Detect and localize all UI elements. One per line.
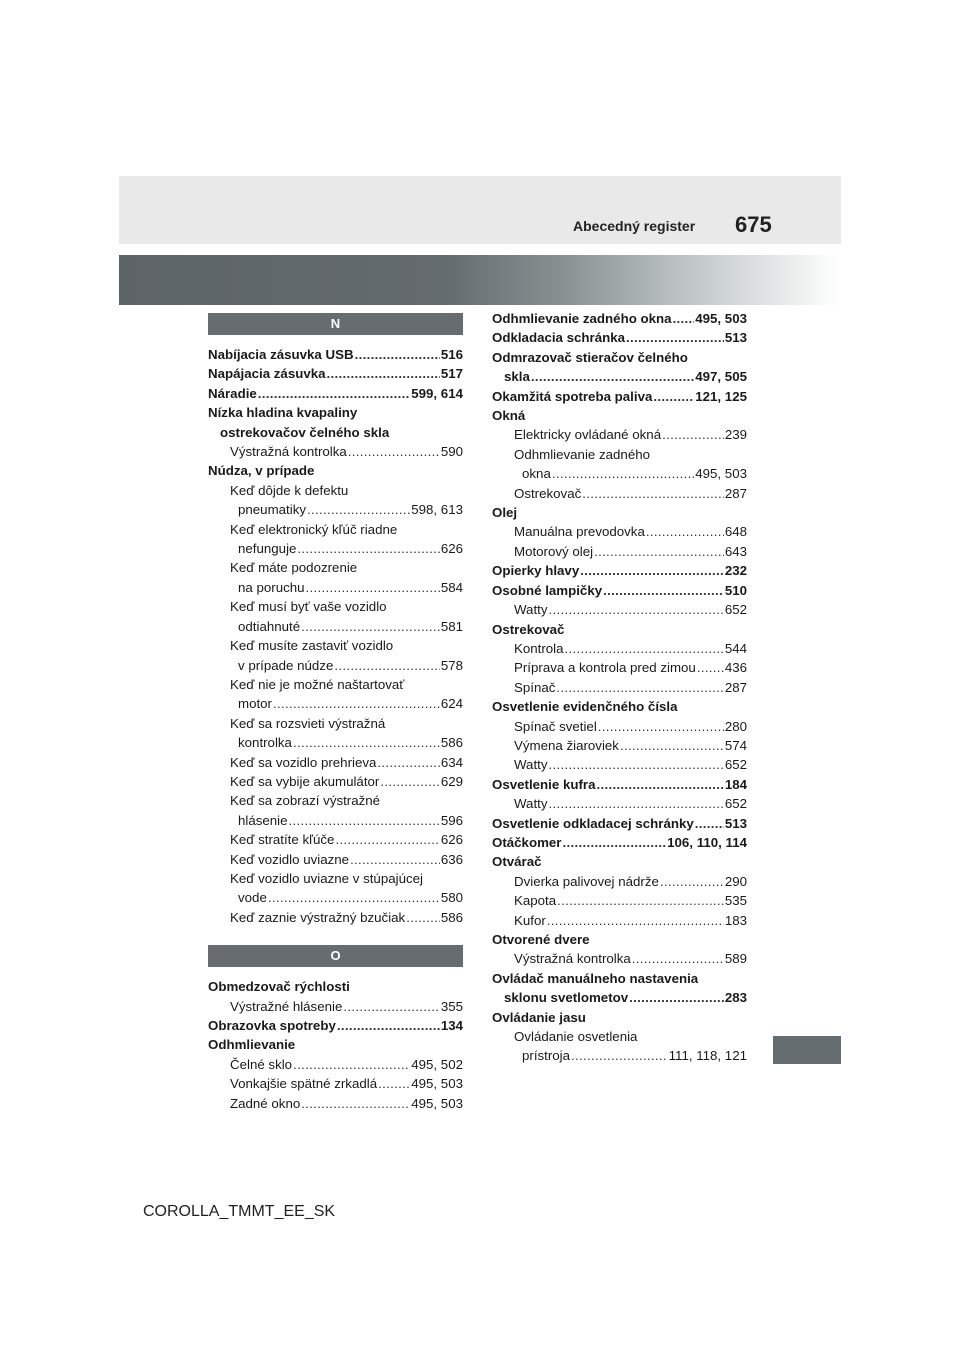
index-heading: Odmrazovač stieračov čelného xyxy=(492,349,688,365)
index-subentry-cont: kontrolka ..... 586 xyxy=(208,733,463,752)
index-subentry: Ovládanie osvetlenia xyxy=(514,1029,638,1045)
index-entry-cont: sklonu svetlometov ..... 283 xyxy=(492,988,747,1007)
index-subentry-cont: v prípade núdze ..... 578 xyxy=(208,656,463,675)
index-heading: Nízka hladina kvapaliny xyxy=(208,405,358,421)
index-subentry: Vonkajšie spätné zrkadlá ..... 495, 503 xyxy=(208,1074,463,1093)
index-subentry: Motorový olej ..... 643 xyxy=(492,542,747,561)
index-entry: Odkladacia schránka ..... 513 xyxy=(492,328,747,347)
index-subentry-cont: hlásenie ..... 596 xyxy=(208,811,463,830)
index-subentry: Keď máte podozrenie xyxy=(230,560,358,576)
index-heading: Ovládač manuálneho nastavenia xyxy=(492,970,699,986)
index-subentry: Keď sa vybije akumulátor ..... 629 xyxy=(208,772,463,791)
index-entry: Opierky hlavy ..... 232 xyxy=(492,561,747,580)
index-entry: Osvetlenie kufra ..... 184 xyxy=(492,775,747,794)
index-subentry-cont: nefunguje ..... 626 xyxy=(208,539,463,558)
index-subentry: Manuálna prevodovka ..... 648 xyxy=(492,522,747,541)
index-subentry: Zadné okno ..... 495, 503 xyxy=(208,1094,463,1113)
index-subentry: Keď stratíte kľúče ..... 626 xyxy=(208,830,463,849)
index-subentry: Keď sa rozsvieti výstražná xyxy=(230,715,386,731)
index-subentry: Keď musíte zastaviť vozidlo xyxy=(230,638,394,654)
index-subentry: Keď musí byť vaše vozidlo xyxy=(230,599,387,615)
letter-heading-n: N xyxy=(208,313,463,335)
index-subentry: Keď elektronický kľúč riadne xyxy=(230,521,398,537)
index-subentry: Kapota ..... 535 xyxy=(492,891,747,910)
index-entry: Náradie ..... 599, 614 xyxy=(208,384,463,403)
document-code: COROLLA_TMMT_EE_SK xyxy=(143,1203,336,1220)
index-subentry: Keď dôjde k defektu xyxy=(230,482,349,498)
index-column-right xyxy=(492,309,747,1066)
index-entry: Osvetlenie odkladacej schránky ..... 513 xyxy=(492,814,747,833)
index-subentry: Kufor ..... 183 xyxy=(492,911,747,930)
index-subentry: Spínač ..... 287 xyxy=(492,678,747,697)
index-subentry: Výstražná kontrolka ..... 590 xyxy=(208,442,463,461)
index-subentry: Keď vozidlo uviazne v stúpajúcej xyxy=(230,870,423,886)
index-column-left xyxy=(208,313,463,1113)
index-subentry: Keď vozidlo uviazne ..... 636 xyxy=(208,850,463,869)
index-entry: Obrazovka spotreby ..... 134 xyxy=(208,1016,463,1035)
letter-heading-o: O xyxy=(208,945,463,967)
index-subentry-cont: na poruchu ..... 584 xyxy=(208,578,463,597)
index-subentry-cont: okna ..... 495, 503 xyxy=(492,464,747,483)
index-entry: Okamžitá spotreba paliva ..... 121, 125 xyxy=(492,387,747,406)
index-heading: Obmedzovač rýchlosti xyxy=(208,979,350,995)
index-heading: Odhmlievanie xyxy=(208,1037,296,1053)
index-subentry-cont: motor ..... 624 xyxy=(208,694,463,713)
index-entry: Odhmlievanie zadného okna ..... 495, 503 xyxy=(492,309,747,328)
section-label: Abecedný register xyxy=(573,218,696,234)
index-subentry: Keď nie je možné naštartovať xyxy=(230,676,405,692)
index-heading: Olej xyxy=(492,505,518,521)
index-subentry: Výstražné hlásenie ..... 355 xyxy=(208,997,463,1016)
index-heading: Ostrekovač xyxy=(492,621,565,637)
index-subentry: Dvierka palivovej nádrže ..... 290 xyxy=(492,872,747,891)
index-heading: Núdza, v prípade xyxy=(208,463,315,479)
index-subentry: Keď sa vozidlo prehrieva ..... 634 xyxy=(208,753,463,772)
index-entry: Napájacia zásuvka ..... 517 xyxy=(208,364,463,383)
index-subentry: Elektricky ovládané okná ..... 239 xyxy=(492,425,747,444)
index-subentry: Príprava a kontrola pred zimou ..... 436 xyxy=(492,658,747,677)
index-subentry: Watty ..... 652 xyxy=(492,794,747,813)
index-heading: Otvorené dvere xyxy=(492,932,590,947)
index-heading: Okná xyxy=(492,408,526,424)
index-entry-cont: skla ..... 497, 505 xyxy=(492,367,747,386)
index-subentry-cont: prístroja ..... 111, 118, 121 xyxy=(492,1046,747,1065)
header-band xyxy=(119,176,841,244)
thumb-tab-marker xyxy=(773,1036,841,1064)
index-subentry-cont: pneumatiky ..... 598, 613 xyxy=(208,500,463,519)
header-gradient-bar xyxy=(119,255,841,305)
index-entry: Osobné lampičky ..... 510 xyxy=(492,581,747,600)
index-heading-cont: ostrekovačov čelného skla xyxy=(220,424,390,440)
index-heading: Otvárač xyxy=(492,854,542,870)
index-subentry: Keď sa zobrazí výstražné xyxy=(230,793,381,809)
index-subentry: Ostrekovač ..... 287 xyxy=(492,484,747,503)
index-subentry: Watty ..... 652 xyxy=(492,755,747,774)
index-subentry: Keď zaznie výstražný bzučiak ..... 586 xyxy=(208,908,463,927)
index-subentry-cont: vode ..... 580 xyxy=(208,888,463,907)
index-subentry: Odhmlievanie zadného xyxy=(514,446,651,462)
index-subentry: Kontrola ..... 544 xyxy=(492,639,747,658)
index-entry: Nabíjacia zásuvka USB ..... 516 xyxy=(208,345,463,364)
index-heading: Osvetlenie evidenčného čísla xyxy=(492,699,678,715)
index-subentry-cont: odtiahnuté ..... 581 xyxy=(208,617,463,636)
index-subentry: Výmena žiaroviek ..... 574 xyxy=(492,736,747,755)
index-entry: Otáčkomer ..... 106, 110, 114 xyxy=(492,833,747,852)
index-subentry: Watty ..... 652 xyxy=(492,600,747,619)
index-subentry: Výstražná kontrolka ..... 589 xyxy=(492,949,747,968)
page-number: 675 xyxy=(735,212,772,237)
index-subentry: Čelné sklo ..... 495, 502 xyxy=(208,1055,463,1074)
index-subentry: Spínač svetiel ..... 280 xyxy=(492,717,747,736)
index-heading: Ovládanie jasu xyxy=(492,1009,586,1025)
